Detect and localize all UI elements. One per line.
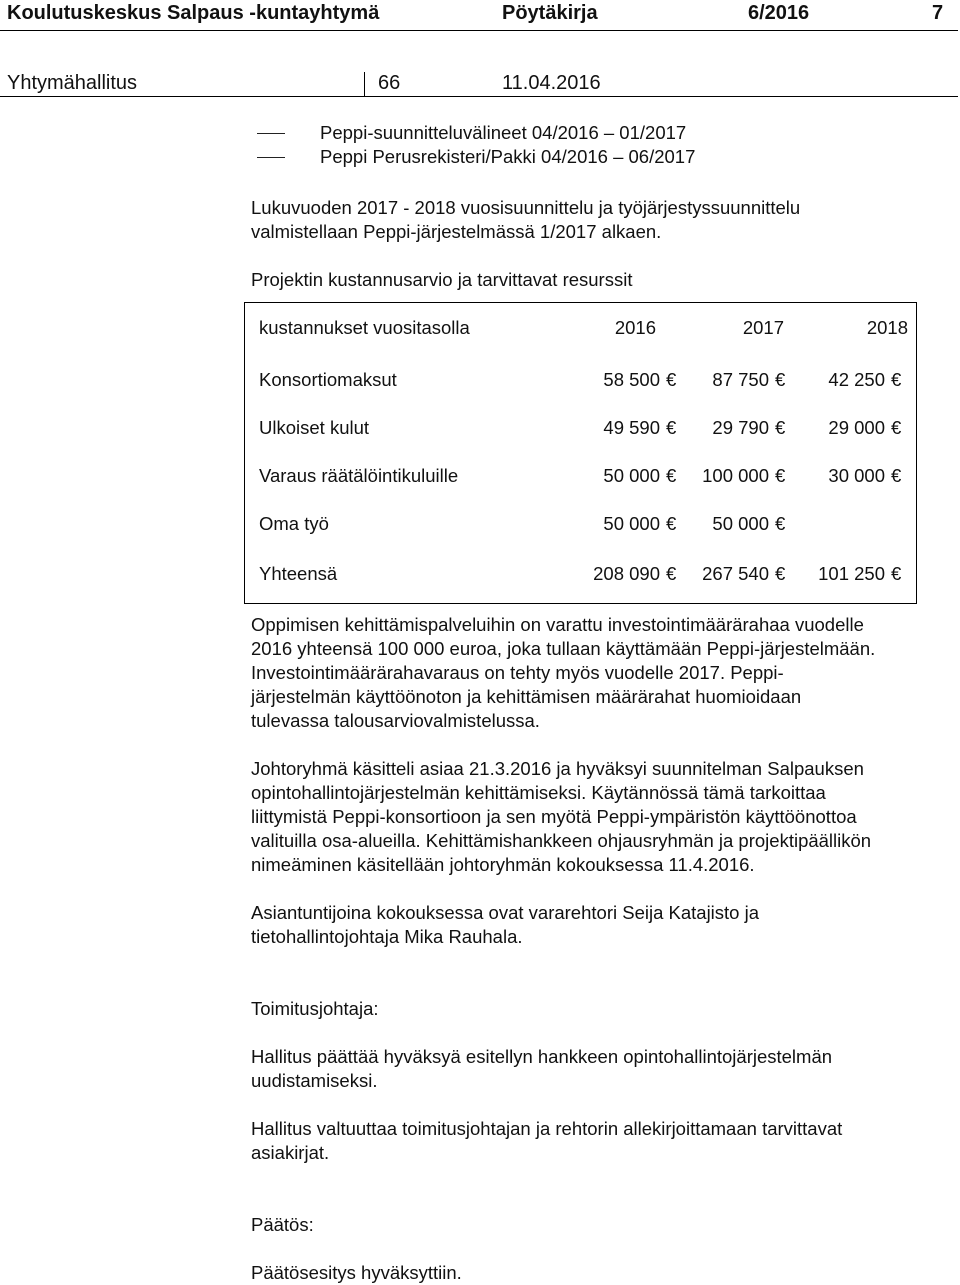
euro-icon: € <box>891 563 902 584</box>
euro-icon: € <box>891 417 902 438</box>
paragraph-line: Lukuvuoden 2017 - 2018 vuosisuunnittelu ja työjärjestyssuunnittelu <box>251 197 801 218</box>
paragraph-line: uudistamiseksi. <box>251 1070 378 1091</box>
table-cell-value: 29 000 <box>828 417 885 438</box>
paragraph-line: järjestelmän käyttöönoton ja kehittämisen määrärahat huomioidaan <box>251 686 802 707</box>
organization-name: Koulutuskeskus Salpaus -kuntayhtymä <box>7 2 380 24</box>
table-cell-value: 50 000 <box>603 513 660 534</box>
table-header-label: kustannukset vuositasolla <box>259 317 470 338</box>
euro-icon: € <box>775 563 786 584</box>
table-header-year: 2016 <box>614 317 656 338</box>
paragraph-line: Asiantuntijoina kokouksessa ovat vararehtori Seija Katajisto ja <box>251 902 760 923</box>
header-divider-top <box>0 30 958 31</box>
table-cell-value: 100 000 <box>702 465 769 486</box>
euro-icon: € <box>666 563 677 584</box>
euro-icon: € <box>775 513 786 534</box>
euro-icon: € <box>775 417 786 438</box>
meeting-body: Yhtymähallitus <box>7 72 138 94</box>
table-cell-value: 101 250 <box>818 563 885 584</box>
euro-icon: € <box>775 465 786 486</box>
meeting-date: 11.04.2016 <box>502 72 601 94</box>
paragraph-line: valmistellaan Peppi-järjestelmässä 1/2017 alkaen. <box>251 221 662 242</box>
paragraph-line: Johtoryhmä käsitteli asiaa 21.3.2016 ja hyväksyi suunnitelman Salpauksen <box>251 758 864 779</box>
ceo-label: Toimitusjohtaja: <box>251 998 379 1019</box>
table-header-year: 2018 <box>866 317 908 338</box>
euro-icon: € <box>666 369 677 390</box>
section-number: 66 <box>378 72 401 94</box>
paragraph-line: tulevassa talousarviovalmistelussa. <box>251 710 540 731</box>
table-cell-value: 50 000 <box>603 465 660 486</box>
table-row-label: Konsortiomaksut <box>259 369 397 390</box>
table-cell-value: 208 090 <box>593 563 660 584</box>
euro-icon: € <box>666 465 677 486</box>
bullet-item: Peppi Perusrekisteri/Pakki 04/2016 – 06/2017 <box>320 146 696 167</box>
paragraph-line: Oppimisen kehittämispalveluihin on varattu investointimäärärahaa vuodelle <box>251 614 864 635</box>
decision-label: Päätös: <box>251 1214 314 1235</box>
table-cell-value: 50 000 <box>712 513 769 534</box>
euro-icon: € <box>666 513 677 534</box>
paragraph-line: 2016 yhteensä 100 000 euroa, joka tullaan käyttämään Peppi-järjestelmään. <box>251 638 876 659</box>
paragraph-line: valituilla osa-alueilla. Kehittämishankkeen ohjausryhmän ja projektipäällikön <box>251 830 872 851</box>
bullet-dash <box>257 157 285 158</box>
euro-icon: € <box>666 417 677 438</box>
table-row-label: Varaus räätälöintikuluille <box>259 465 459 486</box>
decision-text: Päätösesitys hyväksyttiin. <box>251 1262 462 1283</box>
table-cell-value: 49 590 <box>603 417 660 438</box>
bullet-dash <box>257 133 285 134</box>
table-cell-value: 30 000 <box>828 465 885 486</box>
table-row-label: Yhteensä <box>259 563 338 584</box>
euro-icon: € <box>891 369 902 390</box>
table-row-label: Oma työ <box>259 513 329 534</box>
paragraph-line: Hallitus valtuuttaa toimitusjohtajan ja rehtorin allekirjoittamaan tarvittavat <box>251 1118 843 1139</box>
paragraph-line: Hallitus päättää hyväksyä esitellyn hankkeen opintohallintojärjestelmän <box>251 1046 833 1067</box>
paragraph-line: liittymistä Peppi-konsortioon ja sen myötä Peppi-ympäristön käyttöönottoa <box>251 806 857 827</box>
paragraph-line: Investointimäärärahavaraus on tehty myös vuodelle 2017. Peppi- <box>251 662 784 683</box>
table-header-year: 2017 <box>742 317 784 338</box>
euro-icon: € <box>891 465 902 486</box>
header-divider-bottom <box>0 96 958 97</box>
euro-icon: € <box>775 369 786 390</box>
table-cell-value: 42 250 <box>828 369 885 390</box>
table-row-label: Ulkoiset kulut <box>259 417 370 438</box>
section-marker <box>364 72 365 96</box>
document-number: 6/2016 <box>748 2 810 24</box>
paragraph-line: opintohallintojärjestelmän kehittämiseksi. Käytännössä tämä tarkoittaa <box>251 782 826 803</box>
paragraph-line: nimeäminen käsitellään johtoryhmän kokouksessa 11.4.2016. <box>251 854 755 875</box>
table-cell-value: 267 540 <box>702 563 769 584</box>
document-type: Pöytäkirja <box>502 2 598 24</box>
paragraph-line: tietohallintojohtaja Mika Rauhala. <box>251 926 523 947</box>
bullet-item: Peppi-suunnitteluvälineet 04/2016 – 01/2017 <box>320 122 687 143</box>
cost-heading: Projektin kustannusarvio ja tarvittavat resurssit <box>251 269 633 290</box>
table-cell-value: 58 500 <box>603 369 660 390</box>
page-number: 7 <box>932 2 944 24</box>
table-cell-value: 87 750 <box>712 369 769 390</box>
table-cell-value: 29 790 <box>712 417 769 438</box>
cost-table <box>244 302 917 604</box>
paragraph-line: asiakirjat. <box>251 1142 330 1163</box>
